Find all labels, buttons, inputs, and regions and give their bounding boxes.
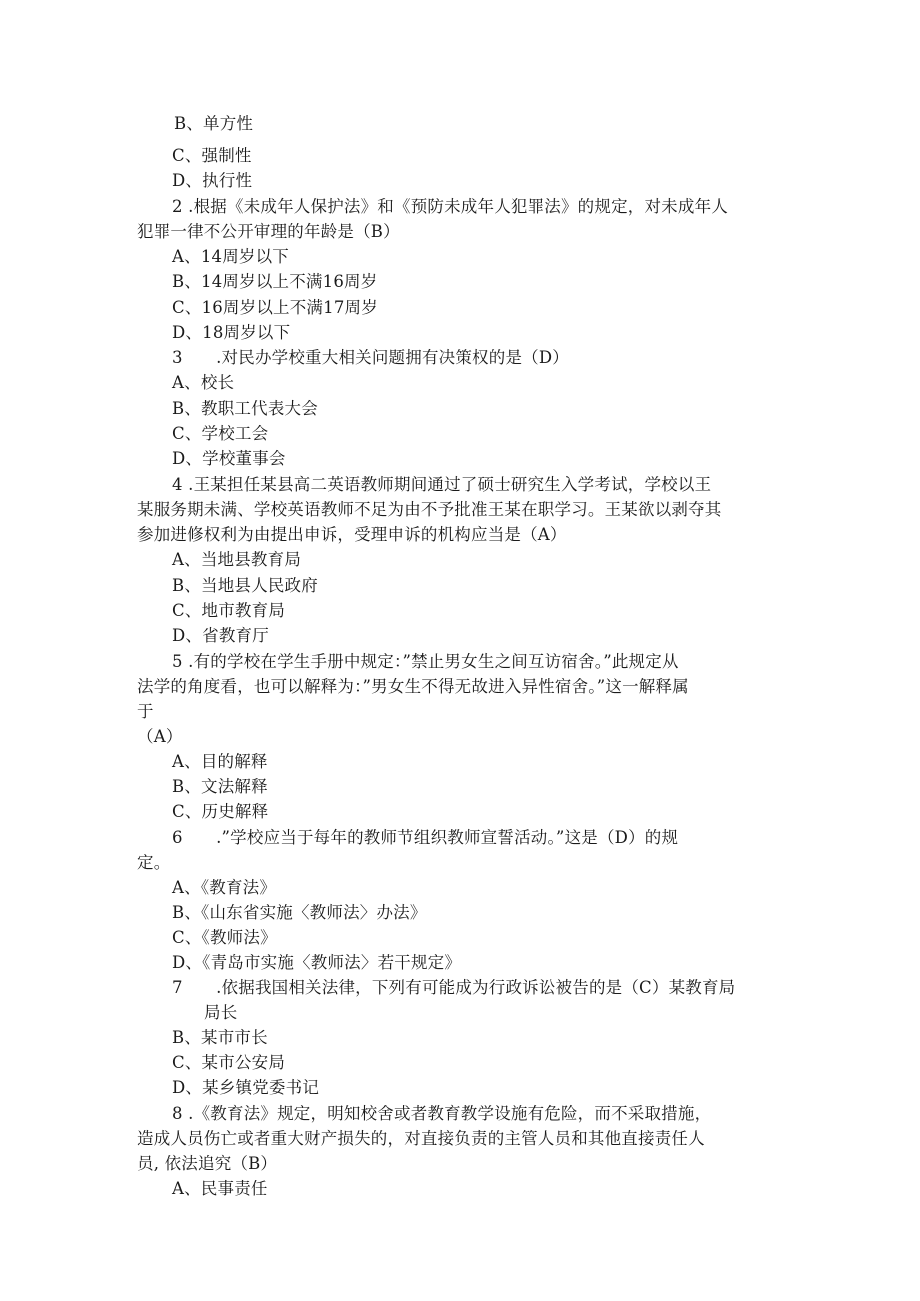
- question-5-answer: （A）: [137, 727, 183, 746]
- question-7-line-1: 7 .依据我国相关法律，下列有可能成为行政诉讼被告的是（C）某教育局: [172, 978, 736, 997]
- question-5-line-1: 5 .有的学校在学生手册中规定：”禁止男女生之间互访宿舍。”此规定从: [172, 652, 679, 671]
- question-8-line-2: 造成人员伤亡或者重大财产损失的，对直接负责的主管人员和其他直接责任人: [137, 1129, 705, 1148]
- option-b-q7: B、某市市长: [172, 1028, 268, 1047]
- question-4-line-2: 某服务期未满、学校英语教师不足为由不予批准王某在职学习。王某欲以剥夺其: [137, 500, 722, 519]
- question-7-line-2: 局长: [204, 1003, 238, 1022]
- option-c-q5: C、历史解释: [172, 802, 269, 821]
- question-6-line-2: 定。: [137, 853, 171, 872]
- option-c-q2: C、16周岁以上不满17周岁: [172, 298, 378, 317]
- question-3: 3 .对民办学校重大相关问题拥有决策权的是（D）: [172, 348, 569, 367]
- option-a-q6: A、《教育法》: [172, 878, 277, 897]
- option-d-q7: D、某乡镇党委书记: [172, 1078, 320, 1097]
- option-b-q6: B、《山东省实施〈教师法〉办法》: [172, 903, 427, 922]
- question-6-line-1: 6 .”学校应当于每年的教师节组织教师宣誓活动。”这是（D）的规: [172, 828, 679, 847]
- option-c-q1: C、强制性: [172, 146, 252, 165]
- question-5-line-3: 于: [137, 702, 154, 721]
- option-c-q3: C、学校工会: [172, 424, 269, 443]
- option-b-q2: B、14周岁以上不满16周岁: [172, 272, 378, 291]
- option-a-q3: A、校长: [172, 373, 235, 392]
- option-a-q2: A、14周岁以下: [172, 247, 290, 266]
- option-c-q4: C、地市教育局: [172, 601, 286, 620]
- option-d-q1: D、执行性: [172, 171, 253, 190]
- question-5-line-2: 法学的角度看，也可以解释为：”男女生不得无故进入异性宿舍。”这一解释属: [137, 677, 689, 696]
- question-4-line-1: 4 .王某担任某县高二英语教师期间通过了硕士研究生入学考试，学校以王: [172, 475, 712, 494]
- question-2-line-1: 2 .根据《未成年人保护法》和《预防未成年人犯罪法》的规定，对未成年人: [172, 197, 728, 216]
- option-d-q2: D、18周岁以下: [172, 323, 291, 342]
- option-b-q3: B、教职工代表大会: [172, 399, 318, 418]
- option-b-q1: B、单方性: [174, 114, 254, 133]
- question-8-line-1: 8 .《教育法》规定，明知校舍或者教育教学设施有危险，而不采取措施，: [172, 1104, 712, 1123]
- option-a-q8: A、民事责任: [172, 1179, 268, 1198]
- option-c-q7: C、某市公安局: [172, 1053, 286, 1072]
- question-4-line-3: 参加进修权利为由提出申诉，受理申诉的机构应当是（A）: [137, 525, 567, 544]
- option-a-q4: A、当地县教育局: [172, 550, 302, 569]
- option-c-q6: C、《教师法》: [172, 928, 277, 947]
- option-d-q6: D、《青岛市实施〈教师法〉若干规定》: [172, 953, 462, 972]
- option-d-q3: D、学校董事会: [172, 449, 286, 468]
- option-d-q4: D、省教育厅: [172, 626, 269, 645]
- question-8-line-3: 员, 依法追究（B）: [137, 1154, 278, 1173]
- question-2-line-2: 犯罪一律不公开审理的年龄是（B）: [137, 222, 400, 241]
- option-b-q5: B、文法解释: [172, 777, 268, 796]
- option-b-q4: B、当地县人民政府: [172, 576, 318, 595]
- option-a-q5: A、目的解释: [172, 752, 268, 771]
